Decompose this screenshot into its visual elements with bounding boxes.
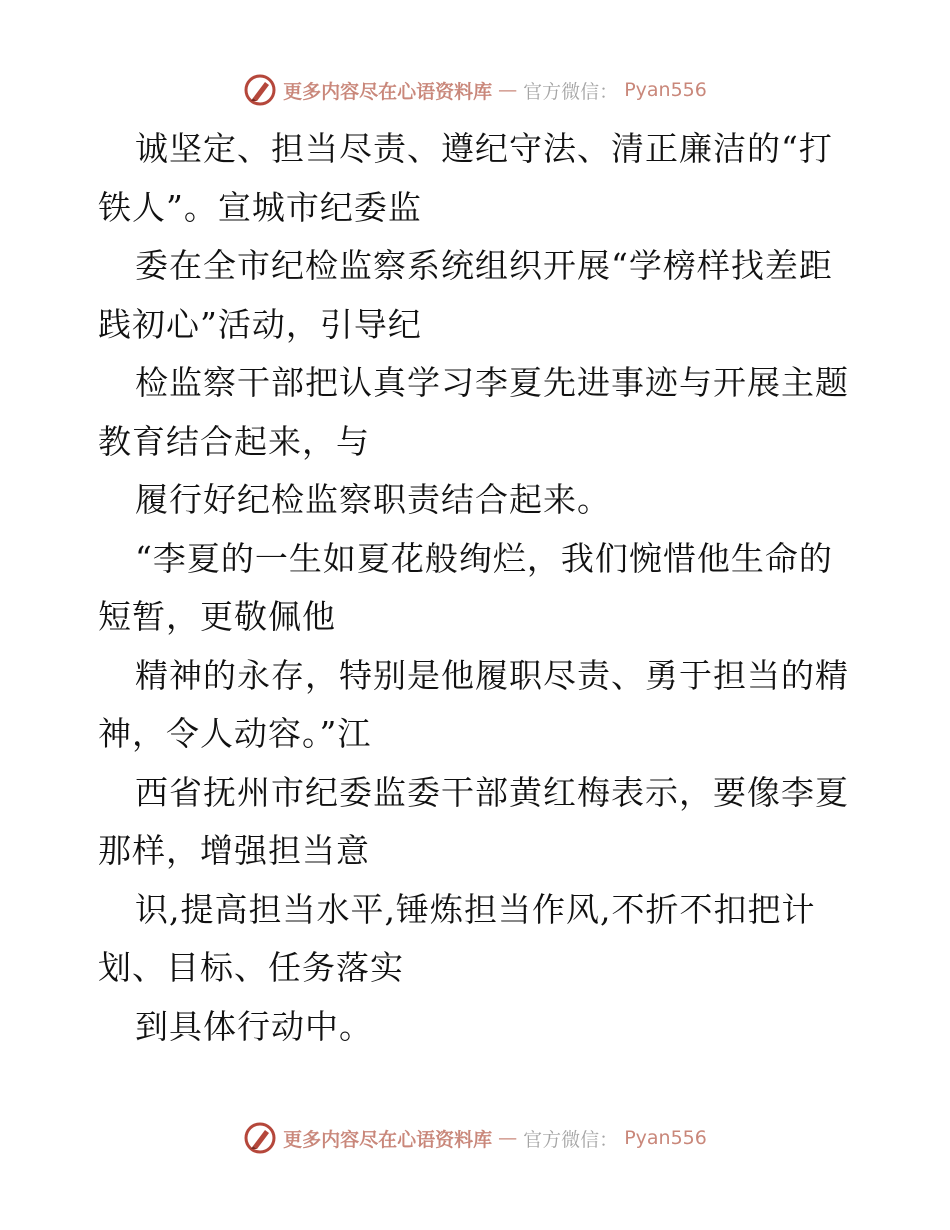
document-body (98, 120, 858, 1056)
watermark-id: Pyan556 (624, 1127, 707, 1149)
header-watermark (0, 70, 950, 110)
watermark-brand: 更多内容尽在心语资料库 (283, 80, 493, 103)
pen-nib-logo-icon (243, 73, 277, 107)
watermark-label: 官方微信： (523, 1128, 619, 1151)
watermark-id: Pyan556 (624, 79, 707, 101)
pen-nib-logo-icon (243, 1121, 277, 1155)
body-line: 教育结合起来，与 (98, 421, 370, 461)
body-line: 识,提高担当水平,锤炼担当作风,不折不扣把计 (135, 889, 816, 929)
watermark-label: 官方微信： (523, 80, 619, 103)
body-line: 检监察干部把认真学习李夏先进事迹与开展主题 (135, 363, 849, 402)
body-line: “李夏的一生如夏花般绚烂，我们惋惜他生命的 (135, 538, 833, 578)
body-line: 铁人”。宣城市纪委监 (98, 187, 422, 227)
body-line: 短暂，更敬佩他 (98, 597, 336, 636)
footer-watermark (0, 1118, 950, 1158)
body-line: 到具体行动中。 (135, 1006, 373, 1046)
body-line: 精神的永存，特别是他履职尽责、勇于担当的精 (135, 655, 849, 695)
body-line: 履行好纪检监察职责结合起来。 (135, 480, 611, 519)
body-line: 践初心”活动，引导纪 (98, 304, 422, 344)
body-line: 神，令人动容。”江 (98, 714, 372, 753)
watermark-brand: 更多内容尽在心语资料库 (283, 1128, 493, 1151)
watermark-dash: — (498, 1127, 518, 1149)
body-line: 西省抚州市纪委监委干部黄红梅表示，要像李夏 (135, 772, 849, 812)
body-line: 委在全市纪检监察系统组织开展“学榜样找差距 (135, 246, 833, 285)
body-line: 诚坚定、担当尽责、遵纪守法、清正廉洁的“打 (135, 129, 833, 168)
body-line: 那样，增强担当意 (98, 831, 370, 870)
watermark-dash: — (498, 79, 518, 101)
body-line: 划、目标、任务落实 (98, 948, 404, 987)
